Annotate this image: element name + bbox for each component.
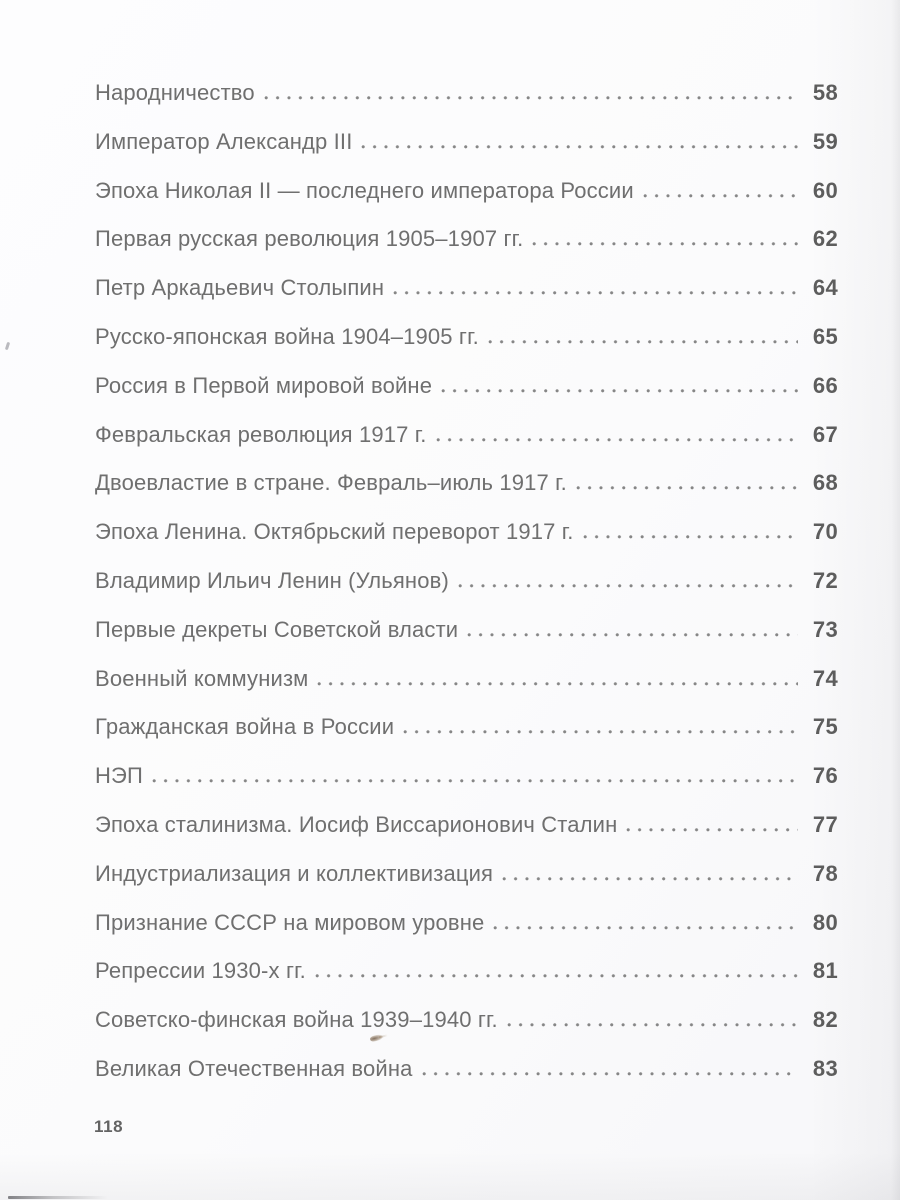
toc-entry-title: Советско-финская война 1939–1940 гг.: [95, 1007, 498, 1033]
toc-row: [95, 129, 838, 155]
toc-entry-title: Двоевластие в стране. Февраль–июль 1917 г.: [95, 470, 567, 496]
dot-leader: [436, 437, 798, 442]
dot-leader: [507, 1022, 798, 1027]
dot-leader: [361, 144, 798, 149]
toc-entry-page-number: 82: [812, 1007, 838, 1033]
dot-leader: [315, 973, 798, 978]
toc-entry-page-number: 78: [812, 860, 838, 886]
toc-row: [95, 763, 838, 789]
dot-leader: [441, 388, 798, 393]
toc-row: [95, 861, 838, 887]
toc-entry-page-number: 73: [812, 616, 838, 642]
toc-entry-title: Первая русская революция 1905–1907 гг.: [95, 226, 524, 252]
toc-entry-page-number: 58: [812, 80, 838, 105]
toc-row: [95, 812, 838, 838]
toc-row: [95, 422, 838, 448]
toc-entry-title: Петр Аркадьевич Столыпин: [95, 275, 385, 301]
toc-entry-title: Признание СССР на мировом уровне: [95, 909, 485, 935]
toc-entry-page-number: 81: [812, 958, 838, 984]
toc-entry-page-number: 64: [812, 275, 838, 301]
toc-entry-page-number: 67: [812, 421, 838, 447]
toc-entry-title: Император Александр III: [95, 128, 353, 154]
toc-row: [95, 617, 838, 643]
toc-row: [95, 519, 838, 545]
toc-entry-title: Репрессии 1930-х гг.: [95, 958, 306, 984]
toc-entry-page-number: 72: [812, 567, 838, 593]
toc-entry-title: Великая Отечественная война: [95, 1055, 413, 1081]
dot-leader: [467, 632, 798, 637]
toc-entry-title: Февральская революция 1917 г.: [95, 421, 427, 447]
toc-row: [95, 910, 838, 936]
toc-row: [95, 714, 838, 740]
toc-entry-page-number: 70: [812, 519, 838, 545]
toc-entry-page-number: 60: [812, 177, 838, 203]
dot-leader: [403, 729, 798, 734]
toc-entry-title: Индустриализация и коллективизация: [95, 860, 494, 886]
toc-entry-page-number: 66: [812, 372, 838, 398]
dot-leader: [493, 925, 798, 930]
scan-edge-artifact: [8, 1196, 108, 1199]
toc-entry-page-number: 59: [812, 128, 838, 154]
dot-leader: [152, 778, 798, 783]
toc-entry-title: НЭП: [95, 763, 143, 789]
toc-entry-title: Народничество: [95, 80, 255, 105]
toc-entry-page-number: 62: [812, 226, 838, 252]
toc-row: [95, 80, 838, 106]
dot-leader: [626, 827, 798, 832]
toc-row: [95, 373, 838, 399]
toc-entry-title: Русско-японская война 1904–1905 гг.: [95, 323, 479, 349]
dot-leader: [583, 534, 798, 539]
scan-speck-artifact: [5, 342, 10, 351]
toc-entry-page-number: 75: [812, 714, 838, 740]
dot-leader: [458, 583, 798, 588]
toc-entry-title: Эпоха Николая II — последнего императора России: [95, 177, 634, 203]
footer-page-number: 118: [94, 1117, 124, 1136]
dot-leader: [422, 1071, 798, 1076]
toc-row: [95, 470, 838, 496]
toc-entry-title: Первые декреты Советской власти: [95, 616, 459, 642]
toc-entry-page-number: 80: [812, 909, 838, 935]
dot-leader: [317, 681, 798, 686]
toc-row: [95, 1007, 838, 1033]
dot-leader: [488, 339, 798, 344]
toc-entry-title: Россия в Первой мировой войне: [95, 372, 433, 398]
toc-entry-title: Военный коммунизм: [95, 665, 309, 691]
toc-entry-page-number: 65: [812, 323, 838, 349]
toc-entry-title: Гражданская война в России: [95, 714, 395, 740]
toc-row: [95, 1056, 838, 1082]
toc-entry-title: Владимир Ильич Ленин (Ульянов): [95, 567, 449, 593]
dot-leader: [643, 193, 798, 198]
dot-leader: [532, 241, 798, 246]
dot-leader: [264, 95, 798, 100]
toc-row: [95, 178, 838, 204]
toc-row: [95, 568, 838, 594]
toc-entry-page-number: 76: [812, 763, 838, 789]
dot-leader: [576, 485, 798, 490]
toc-row: [95, 275, 838, 301]
toc-entry-page-number: 83: [812, 1055, 838, 1081]
toc-row: [95, 666, 838, 692]
toc-row: [95, 324, 838, 350]
toc-entry-page-number: 77: [812, 811, 838, 837]
dot-leader: [393, 290, 798, 295]
table-of-contents: [95, 80, 838, 1105]
toc-entry-page-number: 68: [812, 470, 838, 496]
toc-row: [95, 958, 838, 984]
toc-entry-title: Эпоха сталинизма. Иосиф Виссарионович Сталин: [95, 811, 618, 837]
toc-row: [95, 226, 838, 252]
toc-entry-page-number: 74: [812, 665, 838, 691]
dot-leader: [502, 876, 798, 881]
toc-entry-title: Эпоха Ленина. Октябрьский переворот 1917 г.: [95, 519, 574, 545]
